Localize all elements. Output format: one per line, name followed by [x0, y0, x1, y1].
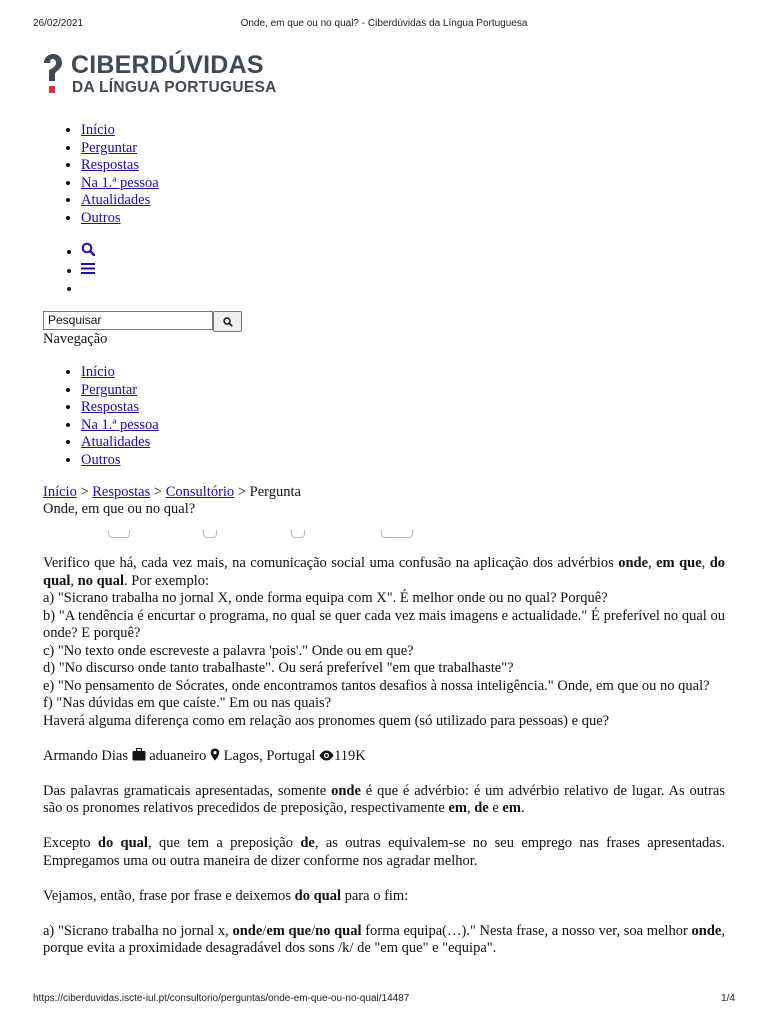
search-input[interactable]: Pesquisar — [43, 311, 213, 330]
print-date: 26/02/2021 — [33, 18, 84, 29]
question-item-d: d) "No discurso onde tanto trabalhaste". Ou será preferível "em que trabalhaste"? — [43, 660, 514, 676]
icon-nav-item-menu — [81, 262, 95, 281]
side-nav — [43, 364, 159, 469]
top-nav-link-pessoa[interactable]: Na 1.ª pessoa — [81, 174, 159, 191]
side-nav-item-perguntar — [81, 382, 159, 400]
side-nav-link-perguntar[interactable]: Perguntar — [81, 381, 138, 398]
breadcrumb-link-consultorio[interactable]: Consultório — [165, 484, 235, 500]
question-mark-logo-icon — [42, 54, 64, 98]
side-nav-item-respostas — [81, 399, 159, 417]
clipped-toolbar — [0, 530, 768, 540]
answer-paragraph-1: Das palavras gramaticais apresentadas, somente onde é que é advérbio: é um advérbio relativo de lugar. As outras são os pronomes relativos precedidos de preposição, respectivamente em, de e em. — [43, 782, 725, 816]
top-nav-item-pessoa — [81, 175, 159, 193]
question-item-e: e) "No pensamento de Sócrates, onde encontramos tantos desafios à nossa inteligência." Onde, em que ou no qual? — [43, 677, 710, 694]
clipped-chip — [108, 530, 130, 538]
side-nav-item-pessoa — [81, 417, 159, 435]
top-nav-item-perguntar — [81, 140, 159, 158]
search-button[interactable] — [213, 311, 242, 332]
author-job: aduaneiro — [149, 747, 207, 764]
top-nav — [43, 122, 159, 227]
question-closing: Haverá alguma diferença como em relação aos pronomes quem (só utilizado para pessoas) e que? — [43, 712, 610, 729]
print-title: Onde, em que ou no qual? - Ciberdúvidas da Língua Portuguesa — [240, 18, 528, 29]
page-number: 1/4 — [721, 993, 735, 1004]
side-nav-link-inicio[interactable]: Início — [81, 364, 115, 380]
top-nav-link-inicio[interactable]: Início — [81, 122, 115, 138]
logo-subtitle: DA LÍNGUA PORTUGUESA — [72, 79, 277, 96]
answer-paragraph-2: Excepto do qual, que tem a preposição de, as outras equivalem-se no seu emprego nas frases apresentadas. Empregamos uma ou outra maneira de dizer conforme nos agradar melhor. — [43, 835, 725, 869]
author-location: Lagos, Portugal — [223, 747, 316, 764]
side-nav-item-atualidades — [81, 434, 159, 452]
side-nav-link-pessoa[interactable]: Na 1.ª pessoa — [81, 416, 159, 433]
side-nav-item-inicio — [81, 364, 159, 382]
page-title: Onde, em que ou no qual? — [43, 501, 196, 517]
breadcrumb-link-respostas[interactable]: Respostas — [92, 484, 151, 500]
top-nav-link-outros[interactable]: Outros — [81, 209, 121, 226]
breadcrumb — [43, 484, 301, 501]
search-icon[interactable] — [81, 242, 95, 262]
eye-icon — [319, 750, 334, 761]
top-nav-item-respostas — [81, 157, 159, 175]
question-intro: Verifico que há, cada vez mais, na comunicação social uma confusão na aplicação dos advérbios onde, em que, do qual, no qual. Por exemplo: — [43, 555, 726, 589]
print-url: https://ciberduvidas.iscte-iul.pt/consultorio/perguntas/onde-em-que-ou-no-qual/14487 — [33, 993, 410, 1004]
top-nav-link-atualidades[interactable]: Atualidades — [81, 192, 151, 208]
side-nav-link-outros[interactable]: Outros — [81, 451, 121, 468]
view-count: 119K — [334, 747, 366, 764]
side-nav-link-atualidades[interactable]: Atualidades — [81, 434, 151, 450]
top-nav-item-outros — [81, 210, 159, 228]
answer-paragraph-4: a) "Sicrano trabalha no jornal x, onde/em que/no qual forma equipa(…)." Nesta frase, a nosso ver, soa melhor onde, porque evita a proximidade desagradável dos sons /k/ de "em que" e "equipa". — [43, 922, 725, 956]
author-info — [43, 748, 725, 766]
clipped-chip — [381, 530, 413, 538]
side-nav-item-outros — [81, 452, 159, 470]
clipped-chip — [203, 530, 217, 538]
top-nav-item-atualidades — [81, 192, 159, 210]
map-marker-icon — [210, 748, 220, 761]
question-item-c: c) "No texto onde escreveste a palavra 'pois'." Onde ou em que? — [43, 642, 414, 659]
clipped-chip — [291, 530, 305, 538]
menu-icon[interactable] — [81, 262, 95, 281]
breadcrumb-separator: > — [153, 484, 163, 500]
breadcrumb-link-inicio[interactable]: Início — [43, 484, 77, 500]
question-item-f: f) "Nas dúvidas em que caíste." Em ou nas quais? — [43, 695, 332, 711]
icon-nav-item-empty — [81, 280, 95, 298]
navigation-label: Navegação — [43, 331, 108, 347]
magnifier-icon — [223, 317, 233, 327]
breadcrumb-separator: > — [80, 484, 89, 500]
side-nav-link-respostas[interactable]: Respostas — [81, 399, 139, 415]
briefcase-icon — [132, 748, 146, 761]
top-nav-link-respostas[interactable]: Respostas — [81, 157, 139, 173]
answer-paragraph-3: Vejamos, então, frase por frase e deixemos do qual para o fim: — [43, 887, 409, 904]
top-nav-link-perguntar[interactable]: Perguntar — [81, 139, 138, 156]
question-item-a: a) "Sicrano trabalha no jornal X, onde forma equipa com X". É melhor onde ou no qual? Porquê? — [43, 590, 608, 606]
breadcrumb-current: Pergunta — [249, 484, 301, 500]
question-item-b: b) "A tendência é encurtar o programa, no qual se quer cada vez mais imagens e actualidade." É preferível no qual ou onde? E porquê? — [43, 607, 725, 641]
author-name: Armando Dias — [43, 747, 128, 764]
article-body — [43, 555, 725, 975]
breadcrumb-separator: > — [237, 484, 246, 500]
icon-nav — [43, 242, 95, 298]
icon-nav-item-search — [81, 242, 95, 262]
logo-title: CIBERDÚVIDAS — [71, 51, 264, 79]
top-nav-item-inicio — [81, 122, 159, 140]
